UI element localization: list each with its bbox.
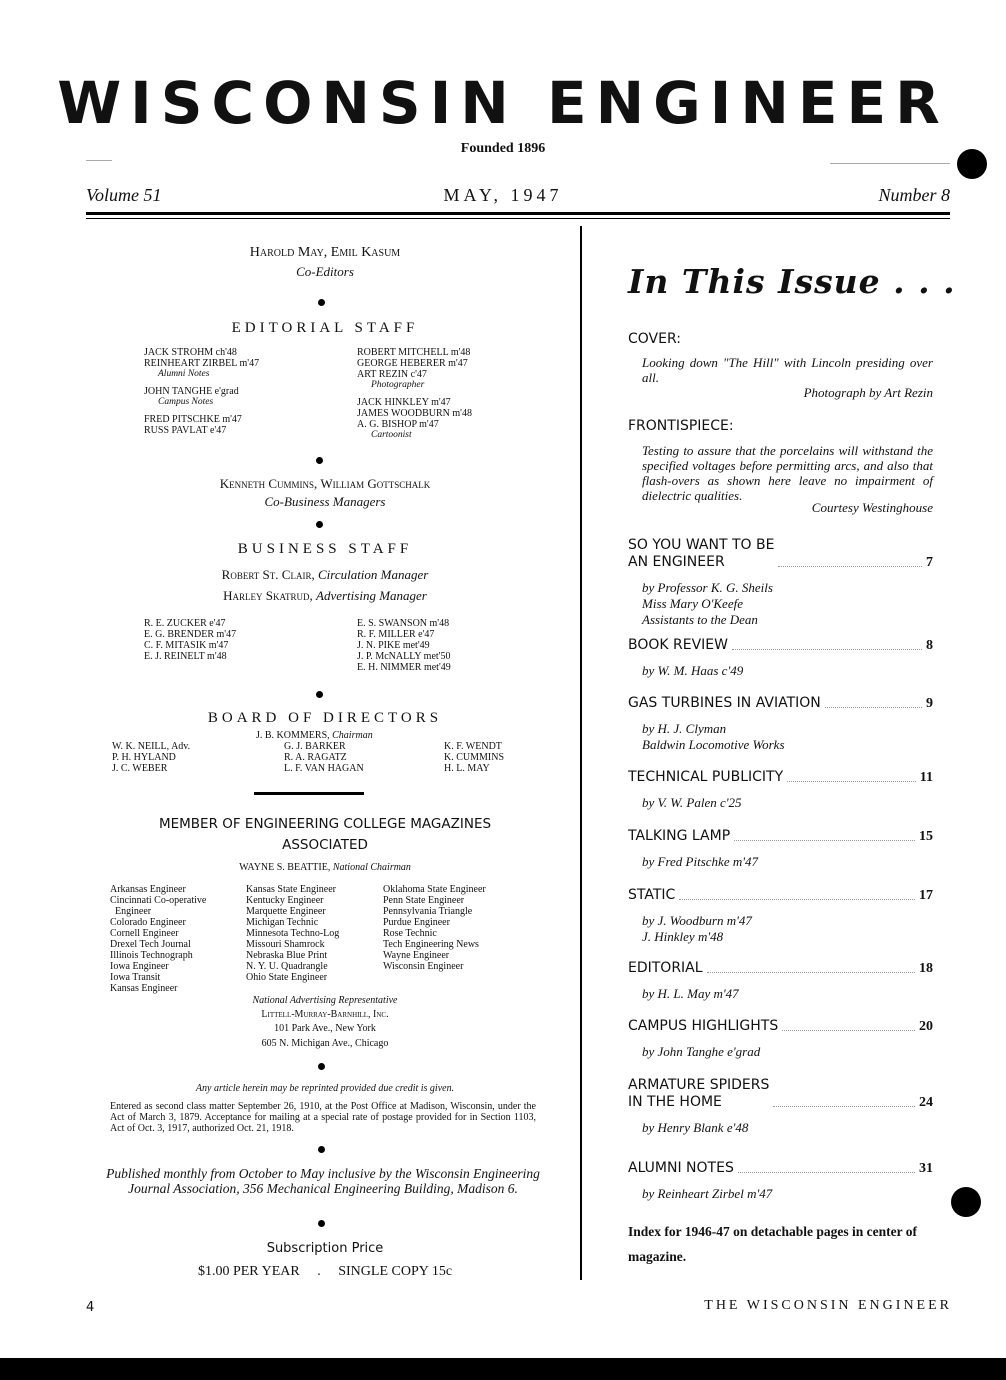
board-col-3	[444, 741, 564, 774]
toc-entry-byline: by W. M. Haas c'49	[642, 663, 744, 678]
staff-name: JAMES WOODBURN m'48	[357, 408, 472, 419]
board-col-2	[284, 741, 434, 774]
toc-entry-byline: by Professor K. G. Sheils Miss Mary O'Keefe Assistants to the Dean	[642, 580, 773, 627]
toc-entry-page: 7	[926, 555, 933, 570]
member-magazine: Cincinnati Co-operative	[110, 895, 207, 906]
staff-name: REINHEART ZIRBEL m'47	[144, 358, 260, 369]
toc-entry-page: 24	[919, 1095, 933, 1110]
toc-entry-row	[628, 1160, 933, 1177]
member-magazine: Cornell Engineer	[110, 928, 179, 939]
editorial-staff-right-list	[357, 347, 557, 441]
subscription-prices	[100, 1264, 550, 1280]
board-member: L. F. VAN HAGAN	[284, 763, 364, 774]
bullet-2	[316, 457, 323, 464]
index-note: Index for 1946-47 on detachable pages in center of magazine.	[628, 1224, 917, 1264]
bullet-7	[318, 1220, 325, 1227]
staff-name: C. F. MITASIK m'47	[144, 640, 229, 651]
toc-leader-dots	[734, 840, 915, 841]
toc-entry-title: EDITORIAL	[628, 960, 703, 976]
member-magazine: Kentucky Engineer	[246, 895, 324, 906]
member-magazine: Rose Technic	[383, 928, 437, 939]
member-magazine: Nebraska Blue Print	[246, 950, 328, 961]
ad-rep-title: National Advertising Representative	[252, 995, 398, 1006]
toc-entry-title: CAMPUS HIGHLIGHTS	[628, 1018, 779, 1034]
editorial-staff-left-list	[144, 347, 344, 436]
toc-entry-row	[628, 887, 933, 904]
toc-entry-row	[628, 637, 933, 654]
toc-entry-title: TALKING LAMP	[628, 828, 731, 844]
staff-name: E. H. NIMMER met'49	[357, 662, 451, 673]
header-rule-thin	[86, 218, 950, 219]
staff-name: E. G. BRENDER m'47	[144, 629, 237, 640]
board-chairman-name: J. B. KOMMERS,	[256, 730, 330, 741]
frontispiece-label: FRONTISPIECE:	[628, 418, 734, 434]
toc-entry	[628, 887, 933, 945]
toc-entry	[628, 1077, 933, 1136]
board-member: R. A. RAGATZ	[284, 752, 347, 763]
toc-entry-title: BOOK REVIEW	[628, 637, 728, 653]
column-divider	[580, 226, 582, 1280]
circulation-manager	[100, 567, 550, 583]
member-magazine: Illinois Technograph	[110, 950, 193, 961]
running-title: THE WISCONSIN ENGINEER	[704, 1298, 952, 1313]
toc-leader-dots	[787, 781, 916, 782]
board-member: J. C. WEBER	[112, 763, 168, 774]
member-magazine: Ohio State Engineer	[246, 972, 328, 983]
staff-name: ROBERT MITCHELL m'48	[357, 347, 471, 358]
page-number: 4	[86, 1300, 95, 1315]
board-chairman-role: Chairman	[332, 730, 373, 741]
published-note: Published monthly from October to May inclusive by the Wisconsin Engineering Journal Association, 356 Mechanical Engineering Building, Madison 6.	[106, 1166, 540, 1196]
board-member: K. CUMMINS	[444, 752, 505, 763]
staff-name: R. F. MILLER e'47	[357, 629, 435, 640]
toc-entry-byline: by Reinheart Zirbel m'47	[642, 1186, 773, 1201]
entry-note: Entered as second class matter September 26, 1910, at the Post Office at Madison, Wisconsin, under the Act of March 3, 1879. Acceptance for mailing at a special rate of postage provided for in Section 1103, Act of Oct. 3, 1917, authorized Oct. 21, 1918.	[110, 1101, 536, 1134]
bullet-1	[318, 299, 325, 306]
staff-name: GEORGE HEBERER m'47	[357, 358, 468, 369]
member-heading-2: ASSOCIATED	[282, 837, 368, 853]
reprint-note: Any article herein may be reprinted provided due credit is given.	[195, 1083, 455, 1094]
member-magazine: Iowa Transit	[110, 972, 161, 983]
subscription-heading: Subscription Price	[266, 1241, 384, 1256]
member-magazine: Wayne Engineer	[383, 950, 450, 961]
member-magazine: Colorado Engineer	[110, 917, 186, 928]
toc-leader-dots	[782, 1030, 915, 1031]
toc-leader-dots	[738, 1172, 915, 1173]
member-magazine: Drexel Tech Journal	[110, 939, 191, 950]
member-col-2	[246, 884, 381, 983]
toc-entry-title: ARMATURE SPIDERS IN THE HOME	[628, 1077, 770, 1110]
toc-entry-page: 9	[926, 696, 933, 711]
co-editors-names: Harold May, Emil Kasum	[249, 245, 401, 260]
hairline-right	[830, 163, 950, 164]
scan-bottom-border	[0, 1358, 1006, 1380]
staff-name: JACK HINKLEY m'47	[357, 397, 451, 408]
toc-entry-title: ALUMNI NOTES	[628, 1160, 734, 1176]
toc-entry-title: SO YOU WANT TO BE AN ENGINEER	[628, 537, 775, 570]
toc-entry-byline: by J. Woodburn m'47 J. Hinkley m'48	[642, 913, 752, 944]
member-magazine: Michigan Technic	[246, 917, 319, 928]
bullet-6	[318, 1146, 325, 1153]
toc-entry	[628, 1160, 933, 1202]
business-staff-left-list	[144, 618, 344, 662]
ad-rep-address-1: 101 Park Ave., New York	[274, 1023, 376, 1034]
issue-date: MAY, 1947	[443, 185, 563, 205]
toc-entry-row	[628, 960, 933, 977]
board-member: P. H. HYLAND	[112, 752, 176, 763]
cover-description: Looking down "The Hill" with Lincoln presiding over all.	[642, 355, 933, 385]
toc-entry-title: TECHNICAL PUBLICITY	[628, 769, 784, 785]
staff-name: R. E. ZUCKER e'47	[144, 618, 226, 629]
hairline-left	[86, 160, 112, 161]
advertising-manager-name: Harley Skatrud,	[223, 588, 313, 603]
toc-entry-page: 17	[919, 888, 933, 903]
subscription-per-year: $1.00 PER YEAR	[197, 1264, 300, 1279]
toc-entry-byline: by H. L. May m'47	[642, 986, 739, 1001]
punch-hole-bottom	[951, 1187, 981, 1217]
staff-name: JOHN TANGHE e'grad	[144, 386, 239, 397]
member-magazine: Oklahoma State Engineer	[383, 884, 486, 895]
toc-leader-dots	[732, 649, 922, 650]
member-magazine: Kansas Engineer	[110, 983, 178, 994]
frontispiece-description: Testing to assure that the porcelains will withstand the specified voltages before permitting arcs, and also that flash-overs as shown here leave no impairment of dielectric qualities.	[642, 443, 933, 503]
member-magazine: Pennsylvania Triangle	[383, 906, 473, 917]
toc-entry-page: 11	[919, 770, 933, 785]
member-magazine: Tech Engineering News	[383, 939, 479, 950]
masthead-title: WISCONSIN ENGINEER	[57, 69, 949, 137]
staff-name: JACK STROHM ch'48	[144, 347, 237, 358]
bullet-3	[316, 521, 323, 528]
toc-leader-dots	[707, 972, 915, 973]
toc-entry	[628, 695, 933, 753]
volume-label: Volume 51	[86, 185, 162, 205]
staff-name: E. J. REINELT m'48	[144, 651, 227, 662]
staff-name: E. S. SWANSON m'48	[357, 618, 450, 629]
member-magazine: Arkansas Engineer	[110, 884, 186, 895]
member-magazine: Marquette Engineer	[246, 906, 326, 917]
advertising-manager-role: Advertising Manager	[316, 588, 427, 603]
member-magazine: Minnesota Techno-Log	[246, 928, 340, 939]
staff-name: A. G. BISHOP m'47	[357, 419, 439, 430]
toc-entry-row	[628, 695, 933, 712]
founded-line: Founded 1896	[460, 141, 546, 156]
toc-entry-page: 15	[919, 829, 933, 844]
toc-entry-page: 18	[919, 961, 933, 976]
board-member: H. L. MAY	[444, 763, 490, 774]
staff-role: Campus Notes	[158, 397, 214, 407]
editorial-staff-heading: EDITORIAL STAFF	[231, 320, 419, 336]
header-rule-thick	[86, 212, 950, 215]
member-magazine: Iowa Engineer	[110, 961, 169, 972]
ad-rep-name: Littell-Murray-Barnhill, Inc.	[261, 1009, 389, 1020]
toc-leader-dots	[778, 566, 922, 567]
member-magazine: Missouri Shamrock	[246, 939, 325, 950]
board-heading: BOARD OF DIRECTORS	[207, 710, 443, 726]
toc-entry	[628, 769, 933, 811]
toc-entry	[628, 1018, 933, 1060]
member-col-3	[383, 884, 533, 972]
staff-role: Alumni Notes	[158, 369, 210, 379]
member-col-1	[110, 884, 245, 994]
member-magazine: Engineer	[110, 906, 152, 917]
issue-number: Number 8	[878, 185, 950, 205]
cover-credit: Photograph by Art Rezin	[803, 385, 933, 400]
member-chairman	[100, 862, 550, 873]
member-chairman-role: National Chairman	[332, 862, 411, 873]
staff-role: Cartoonist	[371, 430, 412, 440]
toc-entry	[628, 537, 933, 628]
staff-name: FRED PITSCHKE m'47	[144, 414, 242, 425]
member-magazine: N. Y. U. Quadrangle	[246, 961, 328, 972]
subscription-separator: .	[317, 1264, 321, 1279]
member-magazine: Penn State Engineer	[383, 895, 465, 906]
frontispiece-credit: Courtesy Westinghouse	[811, 500, 933, 515]
toc-entry-byline: by Henry Blank e'48	[642, 1120, 749, 1135]
toc-entry-row	[628, 537, 933, 571]
board-member: K. F. WENDT	[444, 741, 502, 752]
member-magazine: Kansas State Engineer	[246, 884, 336, 895]
board-member: G. J. BARKER	[284, 741, 346, 752]
advertising-manager	[100, 588, 550, 604]
toc-entry-byline: by John Tanghe e'grad	[642, 1044, 761, 1059]
toc-entry-row	[628, 769, 933, 786]
member-heading-1: MEMBER OF ENGINEERING COLLEGE MAGAZINES	[158, 816, 492, 832]
toc-entry-page: 8	[926, 638, 933, 653]
toc-entry-row	[628, 1077, 933, 1111]
toc-entry-title: STATIC	[628, 887, 676, 903]
toc-entry-page: 31	[919, 1161, 933, 1176]
toc-leader-dots	[773, 1106, 915, 1107]
staff-name: RUSS PAVLAT e'47	[144, 425, 227, 436]
subscription-single: SINGLE COPY 15c	[338, 1264, 453, 1279]
business-managers-title: Co-Business Managers	[264, 494, 386, 509]
cover-label: COVER:	[628, 331, 681, 347]
staff-role: Photographer	[371, 380, 425, 390]
staff-name: J. N. PIKE met'49	[357, 640, 430, 651]
toc-entry-row	[628, 828, 933, 845]
member-magazine: Wisconsin Engineer	[383, 961, 464, 972]
toc-entry-byline: by V. W. Palen c'25	[642, 795, 742, 810]
toc-title: In This Issue . . .	[628, 262, 956, 301]
toc-leader-dots	[679, 899, 915, 900]
bullet-5	[318, 1063, 325, 1070]
toc-entry-row	[628, 1018, 933, 1035]
co-editors-title: Co-Editors	[296, 264, 354, 279]
toc-leader-dots	[825, 707, 922, 708]
toc-entry	[628, 960, 933, 1002]
board-col-1	[112, 741, 282, 774]
toc-entry	[628, 637, 933, 679]
punch-hole-top	[957, 149, 987, 179]
member-magazine: Purdue Engineer	[383, 917, 450, 928]
board-rule	[254, 792, 364, 795]
board-chairman	[256, 730, 373, 741]
toc-entry-byline: by Fred Pitschke m'47	[642, 854, 759, 869]
business-managers-names: Kenneth Cummins, William Gottschalk	[219, 476, 431, 491]
circulation-manager-name: Robert St. Clair,	[221, 567, 315, 582]
staff-name: ART REZIN c'47	[357, 369, 427, 380]
circulation-manager-role: Circulation Manager	[317, 567, 429, 582]
toc-entry-title: GAS TURBINES IN AVIATION	[628, 695, 821, 711]
business-staff-heading: BUSINESS STAFF	[237, 541, 413, 557]
bullet-4	[316, 691, 323, 698]
business-staff-right-list	[357, 618, 557, 673]
staff-name: J. P. McNALLY met'50	[357, 651, 451, 662]
member-chairman-name: WAYNE S. BEATTIE,	[239, 862, 331, 873]
board-member: W. K. NEILL, Adv.	[112, 741, 191, 752]
ad-rep-address-2: 605 N. Michigan Ave., Chicago	[261, 1038, 389, 1049]
toc-entry	[628, 828, 933, 870]
toc-entry-page: 20	[919, 1019, 933, 1034]
toc-entry-byline: by H. J. Clyman Baldwin Locomotive Works	[642, 721, 785, 752]
